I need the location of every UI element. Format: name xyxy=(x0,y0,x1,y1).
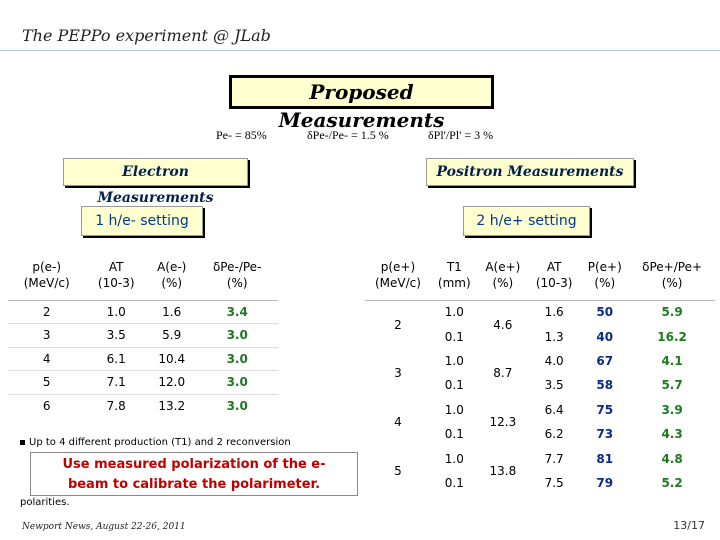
cell-at: 3.5 xyxy=(544,378,564,393)
cell-momentum: 3 xyxy=(394,366,402,381)
cell-at: 6.1 xyxy=(85,347,147,371)
bullet-marker xyxy=(20,440,25,445)
callout-line-2: beam to calibrate the polarimeter. xyxy=(67,477,321,492)
col-header-target-thickness: T1 (mm) xyxy=(431,250,478,300)
cell-asymmetry: 12.3 xyxy=(489,414,517,429)
callout-line-1: Use measured polarization of the e- xyxy=(62,457,326,472)
cell-at: 1.3 xyxy=(544,329,564,344)
header-divider xyxy=(0,50,720,51)
col-header-asymmetry: A(e+) (%) xyxy=(478,250,528,300)
cell-asymmetry: 8.7 xyxy=(493,366,513,381)
cell-at: 1.0 xyxy=(85,300,147,324)
bullet-text: Up to 4 different production (T1) and 2 reconversion xyxy=(29,437,291,448)
cell-at: 6.2 xyxy=(544,427,564,442)
presentation-title: The PEPPo experiment @ JLab xyxy=(22,26,271,45)
slide-title: Proposed Measurements xyxy=(229,75,494,109)
cell-momentum: 4 xyxy=(394,414,402,429)
electron-pol-uncertainty: δPe-/Pe- = 1.5 % xyxy=(307,128,389,142)
cell-at: 3.5 xyxy=(85,324,147,348)
col-header-polarization: P(e+) (%) xyxy=(580,250,629,300)
cell-at: 4.0 xyxy=(544,353,564,368)
cell-polarization: 73 xyxy=(596,427,614,442)
table-row xyxy=(8,324,278,348)
calibration-callout xyxy=(30,452,358,496)
cell-momentum: 3 xyxy=(8,324,85,348)
cell-polarization: 58 xyxy=(596,378,614,393)
table-row xyxy=(8,394,278,418)
cell-polarization: 50 xyxy=(580,300,629,324)
cell-pol-uncertainty: 3.0 xyxy=(196,371,278,395)
cell-target-thickness: 1.0 xyxy=(444,353,464,368)
cell-asymmetry: 5.9 xyxy=(147,324,196,348)
cell-pol-uncertainty: 3.0 xyxy=(196,324,278,348)
cell-pol-uncertainty: 4.1 xyxy=(661,353,683,368)
positron-section-label: Positron Measurements xyxy=(426,158,634,186)
cell-polarization: 75 xyxy=(596,402,614,417)
cell-at: 7.8 xyxy=(85,394,147,418)
cell-momentum: 6 xyxy=(8,394,85,418)
page-number: 13/17 xyxy=(673,519,705,532)
cell-momentum: 4 xyxy=(8,347,85,371)
positron-setting-label: 2 h/e+ setting xyxy=(463,206,590,236)
col-header-at: AT (10-3) xyxy=(528,250,580,300)
footer-venue-date: Newport News, August 22-26, 2011 xyxy=(22,522,186,532)
cell-at: 7.7 xyxy=(544,451,564,466)
cell-asymmetry: 13.8 xyxy=(489,463,517,478)
table-row xyxy=(365,300,715,324)
cell-pol-uncertainty: 3.4 xyxy=(196,300,278,324)
cell-polarization: 79 xyxy=(596,475,614,490)
cell-pol-uncertainty: 5.7 xyxy=(661,378,683,393)
cell-momentum: 5 xyxy=(394,463,402,478)
cell-pol-uncertainty: 5.2 xyxy=(661,475,683,490)
bullet-continuation: polarities. xyxy=(20,497,70,508)
laser-pol-uncertainty: δPl'/Pl' = 3 % xyxy=(428,128,494,142)
cell-pol-uncertainty: 3.0 xyxy=(196,394,278,418)
table-header-row xyxy=(8,250,278,300)
table-row xyxy=(8,347,278,371)
polarization-summary xyxy=(0,128,720,146)
cell-polarization: 40 xyxy=(596,329,614,344)
cell-target-thickness: 0.1 xyxy=(444,475,464,490)
table-row xyxy=(365,398,715,422)
table-row xyxy=(365,349,715,373)
cell-asymmetry: 13.2 xyxy=(147,394,196,418)
table-row xyxy=(8,371,278,395)
cell-target-thickness: 0.1 xyxy=(444,378,464,393)
col-header-asymmetry: A(e-) (%) xyxy=(147,250,196,300)
electron-setting-label: 1 h/e- setting xyxy=(81,206,203,236)
bullet-item xyxy=(20,436,350,450)
electron-section-label: Electron Measurements xyxy=(63,158,248,186)
col-header-momentum: p(e+) (MeV/c) xyxy=(365,250,431,300)
cell-at: 7.5 xyxy=(544,475,564,490)
positron-measurement-table xyxy=(365,250,715,495)
electron-polarization: Pe- = 85% xyxy=(216,128,267,142)
cell-momentum: 2 xyxy=(8,300,85,324)
cell-momentum: 5 xyxy=(8,371,85,395)
cell-target-thickness: 1.0 xyxy=(444,451,464,466)
table-row xyxy=(365,446,715,470)
col-header-pol-uncertainty: δPe+/Pe+ (%) xyxy=(629,250,715,300)
cell-at: 7.1 xyxy=(85,371,147,395)
col-header-momentum: p(e-) (MeV/c) xyxy=(8,250,85,300)
cell-momentum: 2 xyxy=(365,300,431,349)
cell-polarization: 67 xyxy=(596,353,614,368)
cell-polarization: 81 xyxy=(596,451,614,466)
cell-at: 1.6 xyxy=(528,300,580,324)
bullet-list xyxy=(20,436,350,450)
cell-asymmetry: 4.6 xyxy=(478,300,528,349)
cell-target-thickness: 1.0 xyxy=(444,402,464,417)
col-header-pol-uncertainty: δPe-/Pe- (%) xyxy=(196,250,278,300)
cell-pol-uncertainty: 3.0 xyxy=(196,347,278,371)
cell-target-thickness: 1.0 xyxy=(431,300,478,324)
cell-pol-uncertainty: 4.3 xyxy=(661,427,683,442)
cell-pol-uncertainty: 16.2 xyxy=(657,329,687,344)
table-header-row xyxy=(365,250,715,300)
col-header-at: AT (10-3) xyxy=(85,250,147,300)
electron-measurement-table xyxy=(8,250,278,418)
cell-pol-uncertainty: 3.9 xyxy=(661,402,683,417)
cell-asymmetry: 12.0 xyxy=(147,371,196,395)
cell-target-thickness: 0.1 xyxy=(444,427,464,442)
cell-asymmetry: 10.4 xyxy=(147,347,196,371)
cell-pol-uncertainty: 5.9 xyxy=(629,300,715,324)
cell-pol-uncertainty: 4.8 xyxy=(661,451,683,466)
table-row xyxy=(8,300,278,324)
cell-asymmetry: 1.6 xyxy=(147,300,196,324)
cell-at: 6.4 xyxy=(544,402,564,417)
cell-target-thickness: 0.1 xyxy=(444,329,464,344)
